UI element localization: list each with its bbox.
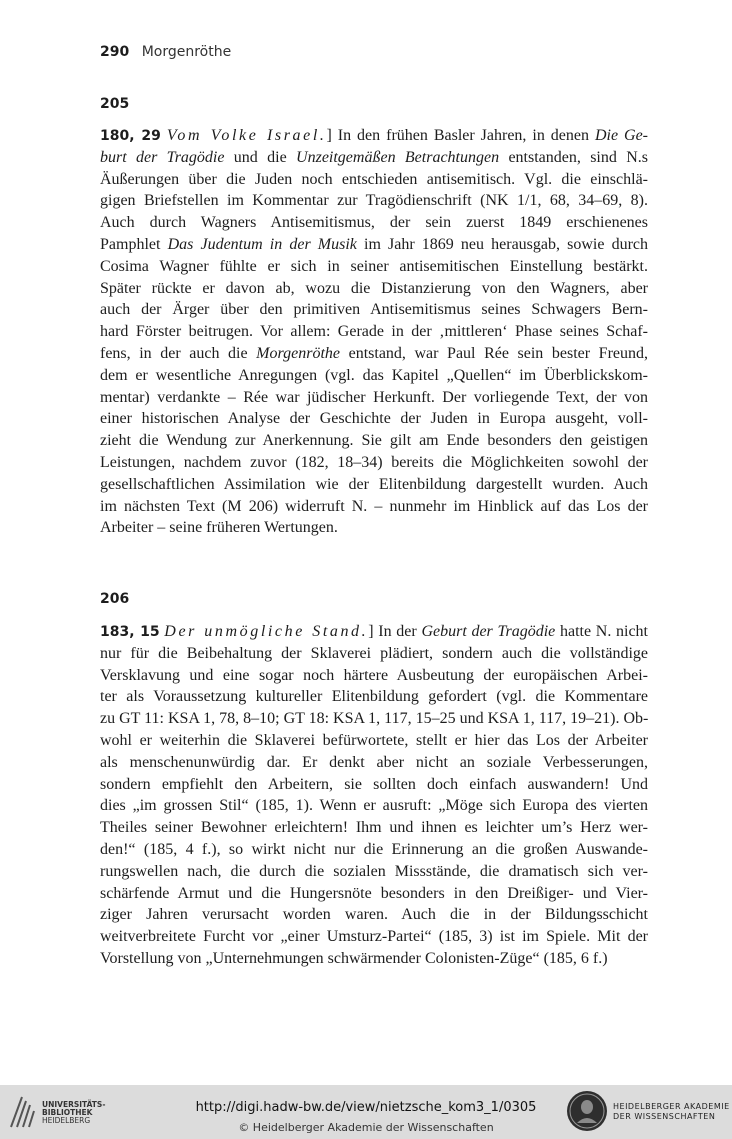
text-run: nur für die Beibehaltung der Sklaverei plädiert, sondern auch die vollständige	[100, 644, 648, 662]
text-line	[100, 169, 648, 191]
text-run: Geburt der Tragödie	[421, 623, 556, 640]
text-line	[100, 365, 648, 387]
text-run: fens, in der auch die	[100, 344, 257, 362]
text-run: zieht die Wendung zur Anerkennung. Sie gilt am Ende besonders den geistigen	[100, 432, 648, 450]
text-run: Cosima Wagner fühlte er sich in seiner antisemitischen Einstellung bestärkt.	[100, 257, 648, 275]
text-line	[100, 234, 648, 256]
section-number: 205	[100, 96, 130, 112]
text-line	[100, 817, 648, 839]
lemma-reference: 180, 29	[100, 128, 161, 144]
text-line	[100, 708, 648, 730]
text-run: ziger Jahren verursacht worden waren. Auch die in der Bildungsschicht	[100, 906, 648, 924]
lemma-reference: 183, 15	[100, 624, 160, 640]
text-run: rungswellen nach, die durch die sozialen Missstände, die dramatisch sich ver-	[100, 862, 648, 880]
text-line	[100, 861, 648, 883]
text-run: gigen Briefstellen im Kommentar zur Tragödienschrift (NK 1/1, 68, 34–69, 8).	[100, 192, 648, 210]
text-line	[100, 430, 648, 452]
text-line	[100, 621, 648, 643]
text-line	[100, 343, 648, 365]
text-run: im Jahr 1869 neu herausgab, sowie durch	[356, 235, 648, 253]
text-run: hatte N. nicht	[555, 623, 648, 640]
text-line	[100, 299, 648, 321]
text-run: Später rückte er davon ab, wozu die Distanzierung von den Wagners, aber	[100, 279, 648, 297]
source-url-link[interactable]: http://digi.hadw-bw.de/view/nietzsche_kom3_1/0305	[195, 1100, 537, 1115]
academy-name: HEIDELBERGER AKADEMIE DER WISSENSCHAFTEN	[613, 1102, 730, 1121]
text-run: Vorstellung von „Unternehmungen schwärmender Colonisten-Züge“ (185, 6 f.)	[100, 949, 608, 967]
text-line	[100, 387, 648, 409]
commentary-paragraph	[100, 125, 648, 539]
text-run: Das Judentum in der Musik	[167, 235, 357, 253]
text-run: Versklavung und eine sogar noch härtere Ausbeutung der europäischen Arbei-	[100, 666, 648, 684]
text-run: als menschenunwürdig dar. Er denkt aber nicht an soziale Verbesserungen,	[100, 753, 648, 771]
text-run: wohl er weiterhin die Sklaverei befürwortete, stellt er hier das Los der Arbeiter	[100, 731, 648, 749]
text-run: Leistungen, nachdem zuvor (182, 18–34) bereits die Möglichkeiten sowohl der	[100, 453, 648, 471]
text-line	[100, 839, 648, 861]
text-line	[100, 256, 648, 278]
text-line	[100, 212, 648, 234]
page-number: 290	[100, 44, 130, 60]
text-run: den!“ (185, 4 f.), so wirkt nicht nur die Erinnerung an die großen Auswande-	[100, 840, 648, 858]
text-line	[100, 496, 648, 518]
text-run: zu GT 11: KSA 1, 78, 8–10; GT 18: KSA 1, 117, 15–25 und KSA 1, 117, 19–21). Ob-	[100, 710, 648, 728]
text-line	[100, 774, 648, 796]
library-name: UNIVERSITÄTS- BIBLIOTHEK HEIDELBERG	[42, 1100, 106, 1125]
text-line	[100, 125, 648, 147]
text-line	[100, 278, 648, 300]
text-run: Arbeiter – seine früheren Wertungen.	[100, 519, 338, 537]
text-line	[100, 904, 648, 926]
text-run: burt der Tragödie	[100, 148, 225, 166]
text-line	[100, 474, 648, 496]
digitization-footer	[0, 1085, 732, 1139]
text-line	[100, 926, 648, 948]
text-line	[100, 321, 648, 343]
text-run: auch der Ärger über den primitiven Antisemitismus seines Schwagers Bern-	[100, 301, 648, 319]
text-run: schärfende Armut und die Hungersnöte besonders in den Dreißiger- und Vier-	[100, 884, 648, 902]
text-run: Äußerungen über die Juden noch entschieden antisemitisch. Vgl. die einschlä-	[100, 170, 648, 188]
text-line	[100, 752, 648, 774]
text-run: Unzeitgemäßen Betrachtungen	[296, 148, 500, 166]
running-header	[100, 44, 231, 60]
text-run: und die	[224, 148, 297, 166]
text-run: mentar) verdankte – Rée war jüdischer Herkunft. Der vorliegende Text, der von	[100, 388, 648, 406]
text-run: gesellschaftlichen Assimilation wie der Elitenbildung dargestellt wurden. Auch	[100, 475, 648, 493]
text-line	[100, 948, 648, 970]
text-run: ] In den frühen Basler Jahren, in denen	[326, 127, 595, 144]
text-run: entstanden, sind N.s	[499, 148, 648, 166]
section-number: 206	[100, 591, 130, 607]
running-title: Morgenröthe	[141, 44, 232, 60]
text-line	[100, 686, 648, 708]
commentary-paragraph	[100, 621, 648, 970]
text-run: Theiles seiner Bewohner erleichtern! Ihm und ihnen es leichter um’s Herz wer-	[100, 819, 648, 837]
text-line	[100, 517, 648, 539]
text-run: hard Förster beitrugen. Vor allem: Gerade in der ‚mittleren‘ Phase seines Schaf-	[100, 323, 648, 341]
text-run: weitverbreitete Furcht vor „einer Umsturz-Partei“ (185, 3) ist im Spiele. Mit der	[100, 928, 648, 946]
text-run: einer historischen Analyse der Geschichte der Juden in Europa ausgeht, voll-	[100, 410, 648, 428]
text-line	[100, 147, 648, 169]
text-line	[100, 665, 648, 687]
text-line	[100, 452, 648, 474]
text-run: ] In der	[368, 623, 422, 640]
text-run: Die Ge-	[594, 127, 648, 144]
text-run: Pamphlet	[100, 235, 168, 253]
text-line	[100, 408, 648, 430]
text-line	[100, 190, 648, 212]
text-run: ter als Voraussetzung kultureller Elitenbildung gefordert (vgl. die Kommentare	[100, 688, 648, 706]
text-line	[100, 795, 648, 817]
text-run: dem er wesentliche Anregungen (vgl. das Kapitel „Quellen“ im Überblickskom-	[100, 366, 648, 384]
text-run: entstand, war Paul Rée sein bester Freund,	[340, 344, 648, 362]
academy-seal-icon	[565, 1089, 609, 1133]
text-run: Auch durch Wagners Antisemitismus, der sein zuerst 1849 erschienenes	[100, 214, 648, 232]
text-line	[100, 730, 648, 752]
text-run: im nächsten Text (M 206) widerruft N. – nunmehr im Hinblick auf das Los der	[100, 497, 648, 515]
text-run: dies „im grossen Stil“ (185, 1). Wenn er ausruft: „Möge sich Europa des vierten	[100, 797, 648, 815]
lemma-text: Der unmögliche Stand.	[164, 623, 369, 640]
text-line	[100, 643, 648, 665]
lemma-text: Vom Volke Israel.	[166, 127, 327, 144]
text-run: Morgenröthe	[256, 344, 341, 362]
text-line	[100, 883, 648, 905]
copyright-notice: © Heidelberger Akademie der Wissenschaften	[238, 1121, 494, 1134]
text-run: sondern empfiehlt den Arbeitern, sie sollten doch einfach auswandern! Und	[100, 775, 648, 793]
